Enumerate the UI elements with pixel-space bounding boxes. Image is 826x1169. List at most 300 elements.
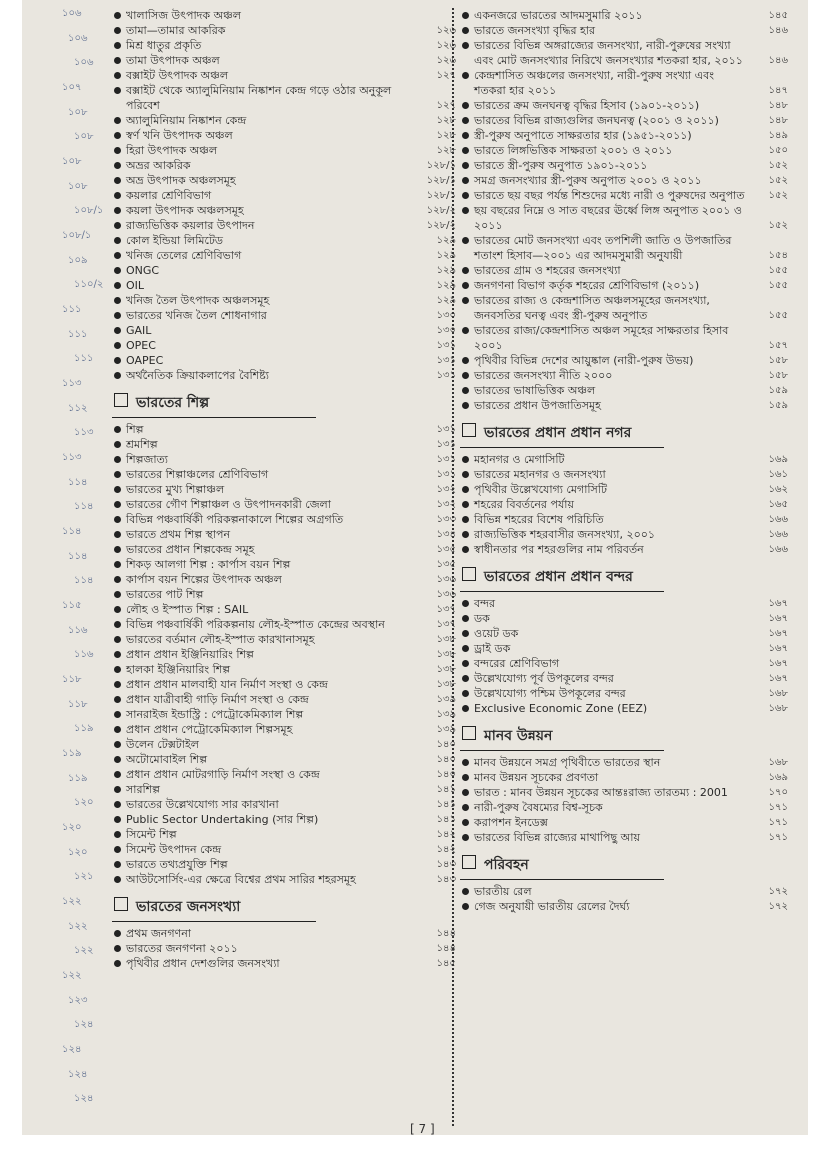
bullet-icon [114,501,121,508]
toc-entry [460,398,790,413]
toc-entry-page: ১৪০ [436,739,456,750]
bullet-icon [114,132,121,139]
bullet-icon [462,372,469,379]
bullet-icon [462,456,469,463]
bullet-icon [114,816,121,823]
toc-entry-title: ভারতের প্রধান উপজাতিসমূহ [474,399,601,412]
toc-entry [112,857,458,872]
toc-entry [112,956,458,971]
toc-entry-title: অটোমোবাইল শিল্প [126,753,208,766]
toc-entry-title: বিভিন্ন পঞ্চবার্ষিকী পরিকল্পনায় লৌহ-ইস্পাত কেন্দ্রের অবস্থান [126,618,385,631]
toc-entry-title: শ্রমশিল্প [126,438,158,451]
toc-entry [460,452,790,467]
toc-entry-title: আউটসোর্সিং-এর ক্ষেত্রে বিশ্বের প্রথম সারির শহরসমূহ [126,873,356,886]
toc-entry-title: অর্থনৈতিক ক্রিয়াকলাপের বৈশিষ্ট্য [126,369,269,382]
book-page [22,0,808,1135]
toc-entry-page: ১৬১ [768,469,788,480]
checkbox-square-icon [462,423,476,437]
toc-entry [112,293,458,308]
margin-number: ১১৩ [62,452,82,463]
bullet-icon [462,357,469,364]
toc-entry-page: ১৩১ [436,454,456,465]
bullet-icon [114,147,121,154]
margin-number: ১২২ [62,970,82,981]
toc-entry-title: রাজ্যভিত্তিক শহরবাসীর জনসংখ্যা, ২০০১ [474,528,656,541]
bullet-icon [462,27,469,34]
toc-entry-title: পৃথিবীর উল্লেখযোগ্য মেগাসিটি [474,483,607,496]
toc-entry-title: প্রধান প্রধান মোটরগাড়ি নির্মাণ সংস্থা ও কেন্দ্র [126,768,320,781]
toc-entry [112,482,458,497]
toc-entry [112,512,458,527]
bullet-icon [114,531,121,538]
margin-number: ১১৪ [74,501,94,513]
margin-number: ১০৬ [68,32,88,44]
toc-entry [112,812,458,827]
toc-entry [112,872,458,887]
bullet-icon [114,87,121,94]
toc-entry [112,263,458,278]
bullet-icon [462,267,469,274]
toc-entry [112,632,458,647]
margin-number: ১১৬ [68,624,88,636]
toc-entry-title: ভারতের গৌণ শিল্পাঞ্চল ও উৎপাদনকারী জেলা [126,498,331,511]
toc-entry-title: ভারতের পাট শিল্প [126,588,204,601]
bullet-icon [114,42,121,49]
toc-entry [460,323,790,353]
bullet-icon [114,876,121,883]
toc-entry-page: ১৪০ [436,769,456,780]
toc-entry-title: অভ্র উৎপাদক অঞ্চলসমূহ [126,174,236,187]
toc-entry-title: সমগ্র জনসংখ্যার স্ত্রী-পুরুষ অনুপাত ২০০১ ও ২০১১ [474,174,702,187]
bullet-icon [114,456,121,463]
toc-entry [112,497,458,512]
toc-entry [112,323,458,338]
checkbox-square-icon [114,897,128,911]
toc-entry [112,797,458,812]
section-heading [112,389,316,418]
section-heading [460,563,664,592]
toc-entry-page: ১৩৯ [436,709,456,720]
toc-entry-page: ১৪০ [436,754,456,765]
bullet-icon [114,681,121,688]
toc-entry-title: হালকা ইঞ্জিনিয়ারিং শিল্প [126,663,231,676]
margin-number: ১১৮ [62,674,82,685]
toc-entry [112,308,458,323]
toc-entry-title: শিল্প [126,423,144,436]
toc-entry-title: বিভিন্ন পঞ্চবার্ষিকী পরিকল্পনাকালে শিল্পের অগ্রগতি [126,513,344,526]
toc-entry [460,68,790,98]
toc-entry-page: ১৫৫ [768,310,788,321]
bullet-icon [114,357,121,364]
toc-entry-page: ১৫২ [768,220,788,231]
bullet-icon [462,207,469,214]
checkbox-square-icon [114,393,128,407]
bullet-icon [114,267,121,274]
margin-number: ১১৯ [68,772,88,784]
toc-entry-page: ১৩৭ [436,604,456,615]
margin-number: ১২৪ [74,1019,94,1031]
toc-entry-page: ১৫২ [768,175,788,186]
toc-entry-title: Exclusive Economic Zone (EEZ) [474,702,648,715]
margin-number: ১২৩ [68,994,88,1006]
toc-entry-page: ১৩২ [436,499,456,510]
section-heading-text: পরিবহন [484,857,529,873]
section-heading [112,893,316,922]
toc-entry [460,527,790,542]
toc-entry-page: ১৭০ [768,787,788,798]
toc-entry-title: শহরের বিবর্তনের পর্যায় [474,498,574,511]
toc-entry-page: ১৩১ [436,439,456,450]
toc-entry-title: জনগণনা বিভাগ কর্তৃক শহরের শ্রেণিবিভাগ (২০১১) [474,279,700,292]
toc-entry [112,617,458,632]
toc-entry [460,353,790,368]
margin-number: ১১৯ [74,723,94,735]
toc-entry [460,467,790,482]
toc-entry-page: ১২৬ [436,55,456,66]
toc-entry-title: একনজরে ভারতের আদমসুমারি ২০১১ [474,9,643,22]
margin-number: ১০৬ [62,8,82,19]
bullet-icon [462,546,469,553]
toc-entry-page: ১৪১ [436,799,456,810]
toc-entry-title: পৃথিবীর প্রধান দেশগুলির জনসংখ্যা [126,957,280,970]
bullet-icon [114,831,121,838]
section-heading-text: ভারতের প্রধান প্রধান নগর [484,425,632,441]
bullet-icon [114,426,121,433]
toc-entry-title: কয়লার শ্রেণিবিভাগ [126,189,212,202]
toc-entry-page: ১২৮/১ [426,160,456,171]
toc-entry [460,98,790,113]
margin-handwritten-numbers [22,0,122,1135]
bullet-icon [114,621,121,628]
margin-number: ১১২ [68,402,88,414]
toc-entry-title: মানব উন্নয়ন সূচকের প্রবণতা [474,771,599,784]
bullet-icon [114,726,121,733]
toc-entry-title: ভারতের বর্তমান লৌহ-ইস্পাত কারখানাসমূহ [126,633,315,646]
bullet-icon [462,705,469,712]
toc-entry [460,497,790,512]
toc-entry [112,677,458,692]
toc-entry [112,38,458,53]
toc-entry-title: Public Sector Undertaking (সার শিল্প) [126,813,319,826]
toc-entry-title: প্রথম জনগণনা [126,927,191,940]
bullet-icon [114,741,121,748]
toc-entry-title: OIL [126,279,145,292]
toc-entry-page: ১৫৮ [768,370,788,381]
toc-entry [112,722,458,737]
toc-entry [112,647,458,662]
toc-entry-page: ১৬২ [768,484,788,495]
toc-entry-title: মিশ্র ধাতুর প্রকৃতি [126,39,202,52]
toc-entry-page: ১২৮/১ [426,190,456,201]
toc-entry-title: ছয় বছরের নিম্নে ও সাত বছরের ঊর্ধ্বে লিঙ্গ অনুপাত ২০০১ ও ২০১১ [474,204,742,232]
toc-entry-page: ১৪৫ [768,10,788,21]
toc-entry [460,293,790,323]
toc-entry [112,572,458,587]
toc-entry [460,830,790,845]
toc-entry-title: ভারতে ছয় বছর পর্যন্ত শিশুদের মধ্যে নারী ও পুরুষদের অনুপাত [474,189,745,202]
toc-entry [112,203,458,218]
toc-entry [460,368,790,383]
toc-entry-page: ১৩০ [436,325,456,336]
toc-entry-page: ১৫৯ [768,400,788,411]
margin-number: ১২০ [62,822,82,833]
margin-number: ১০৮ [62,156,82,167]
toc-entry-page: ১২৬ [436,25,456,36]
toc-entry [460,611,790,626]
toc-entry-title: পৃথিবীর বিভিন্ন দেশের আয়ুষ্কাল (নারী-পুরুষ উভয়) [474,354,694,367]
toc-entry [460,641,790,656]
toc-entry-title: OPEC [126,339,156,352]
toc-entry-title: ভারতের রাজ্য/কেন্দ্রশাসিত অঞ্চল সমূহের সাক্ষরতার হিসাব ২০০১ [474,324,729,352]
bullet-icon [114,12,121,19]
margin-number: ১২৪ [68,1068,88,1080]
bullet-icon [114,57,121,64]
toc-entry [112,467,458,482]
margin-number: ১১১ [62,304,82,315]
bullet-icon [462,297,469,304]
bullet-icon [462,42,469,49]
bullet-icon [114,207,121,214]
toc-entry-page: ১৩৫ [436,559,456,570]
toc-entry-title: ওয়েট ডক [474,627,519,640]
toc-entry [112,143,458,158]
toc-entry [112,602,458,617]
toc-entry-title: স্বাধীনতার পর শহরগুলির নাম পরিবর্তন [474,543,644,556]
toc-entry-title: উল্লেখযোগ্য পূর্ব উপকূলের বন্দর [474,672,614,685]
toc-entry-title: অভ্রর আকরিক [126,159,191,172]
bullet-icon [114,516,121,523]
toc-entry [460,626,790,641]
toc-entry-page: ১৬৮ [768,688,788,699]
toc-entry-title: মহানগর ও মেগাসিটি [474,453,565,466]
toc-entry-title: ভারতের বিভিন্ন রাজ্যের মাথাপিছু আয় [474,831,640,844]
toc-entry-page: ১৬৮ [768,757,788,768]
margin-number: ১০৯ [68,254,88,266]
margin-number: ১১৪ [68,550,88,562]
toc-entry [112,767,458,782]
toc-entry-page: ১৪৮ [768,100,788,111]
bullet-icon [462,132,469,139]
toc-entry-title: ডক [474,612,490,625]
bullet-icon [114,696,121,703]
bullet-icon [462,162,469,169]
toc-entry-page: ১২৮/১ [426,175,456,186]
bullet-icon [114,576,121,583]
margin-number: ১১৮ [68,698,88,710]
margin-number: ১০৬ [74,57,94,69]
toc-entry [112,83,458,113]
bullet-icon [462,774,469,781]
toc-left-column [112,8,458,971]
toc-entry [460,143,790,158]
bullet-icon [114,561,121,568]
toc-entry [460,128,790,143]
checkbox-square-icon [462,726,476,740]
bullet-icon [114,801,121,808]
toc-entry-title: প্রধান যাত্রীবাহী গাড়ি নির্মাণ সংস্থা ও কেন্দ্র [126,693,309,706]
bullet-icon [462,72,469,79]
toc-entry [112,53,458,68]
toc-entry-page: ১৪৪ [436,928,456,939]
toc-entry-page: ১৪২ [436,844,456,855]
section-heading [460,722,664,751]
toc-entry-title: বক্সাইট উৎপাদক অঞ্চল [126,69,229,82]
toc-entry-title: শিল্পজাত্য [126,453,168,466]
bullet-icon [114,930,121,937]
toc-entry-page: ১৫৭ [768,340,788,351]
toc-entry [460,884,790,899]
toc-entry-title: শিকড় আলগা শিল্প : কার্পাস বয়ন শিল্প [126,558,291,571]
margin-number: ১০৮ [68,180,88,192]
toc-entry-page: ১৫০ [768,145,788,156]
bullet-icon [114,486,121,493]
toc-entry-page: ১৩১ [436,340,456,351]
toc-entry-page: ১২৯ [436,295,456,306]
margin-number: ১১৪ [62,526,82,537]
bullet-icon [114,252,121,259]
toc-entry-page: ১৩৬ [436,574,456,585]
toc-entry-title: বন্দরের শ্রেণিবিভাগ [474,657,560,670]
toc-entry-title: ভারত : মানব উন্নয়ন সূচকের আন্তঃরাজ্য তারতম্য : 2001 [474,786,728,799]
toc-entry-page: ১৪৪ [436,943,456,954]
toc-entry [460,263,790,278]
toc-entry-title: ভারতের জনগণনা ২০১১ [126,942,238,955]
toc-entry [112,827,458,842]
margin-number: ১২১ [74,871,94,883]
toc-entry-title: ভারতের মহানগর ও জনসংখ্যা [474,468,606,481]
bullet-icon [114,666,121,673]
toc-entry [112,8,458,23]
checkbox-square-icon [462,567,476,581]
toc-entry-title: ভারতের গ্রাম ও শহরের জনসংখ্যা [474,264,621,277]
bullet-icon [114,591,121,598]
toc-entry-page: ১৪১ [436,784,456,795]
bullet-icon [114,471,121,478]
toc-entry-page: ১৩৯ [436,724,456,735]
margin-number: ১১০/২ [74,279,104,291]
bullet-icon [114,27,121,34]
toc-entry-page: ১৪২ [436,829,456,840]
bullet-icon [462,117,469,124]
toc-entry-title: ভারতের প্রধান শিল্পকেন্দ্র সমূহ [126,543,255,556]
toc-entry-title: GAIL [126,324,152,337]
toc-entry-page: ১৭১ [768,817,788,828]
bullet-icon [462,192,469,199]
toc-entry [112,368,458,383]
toc-entry [460,8,790,23]
toc-entry-title: সারশিল্প [126,783,161,796]
bullet-icon [462,789,469,796]
toc-entry-page: ১৬৭ [768,613,788,624]
bullet-icon [114,960,121,967]
toc-entry-page: ১৫৯ [768,385,788,396]
toc-entry-page: ১৩১ [436,469,456,480]
toc-entry-title: ভারতের জনসংখ্যা নীতি ২০০০ [474,369,613,382]
page-number: [ 7 ] [410,1122,435,1136]
bullet-icon [462,402,469,409]
toc-entry-title: ভারতীয় রেল [474,885,532,898]
toc-entry-title: লৌহ ও ইস্পাত শিল্প : SAIL [126,603,249,616]
bullet-icon [114,282,121,289]
toc-entry-title: হিরা উৎপাদক অঞ্চল [126,144,218,157]
toc-entry-page: ১৬৭ [768,673,788,684]
toc-entry-title: কয়লা উৎপাদক অঞ্চলসমূহ [126,204,244,217]
toc-entry [460,113,790,128]
bullet-icon [462,486,469,493]
toc-entry [112,527,458,542]
toc-entry-title: সিমেন্ট শিল্প [126,828,177,841]
margin-number: ১১৫ [62,600,82,611]
toc-entry-page: ১৩৩ [436,514,456,525]
toc-entry-page: ১২৭ [436,70,456,81]
toc-entry-page: ১৬৯ [768,454,788,465]
toc-entry-page: ১৬৬ [768,529,788,540]
margin-number: ১১৯ [62,748,82,759]
toc-entry-page: ১৬৮ [768,703,788,714]
toc-entry-title: ভারতের বিভিন্ন রাজ্যগুলির জনঘনত্ব (২০০১ ও ২০১১) [474,114,719,127]
toc-entry-title: ONGC [126,264,160,277]
bullet-icon [462,660,469,667]
toc-entry-page: ১৩৫ [436,544,456,555]
section-heading-text: মানব উন্নয়ন [484,728,553,744]
toc-entry-title: ভারতে লিঙ্গভিত্তিক সাক্ষরতা ২০০১ ও ২০১১ [474,144,673,157]
bullet-icon [114,861,121,868]
toc-entry [112,422,458,437]
toc-entry [460,785,790,800]
toc-entry-title: স্ত্রী-পুরুষ অনুপাতে সাক্ষরতার হার (১৯৫১-২০১১) [474,129,692,142]
bullet-icon [462,147,469,154]
toc-entry-title: উলেন টেক্সটাইল [126,738,199,751]
toc-entry [112,23,458,38]
toc-entry-title: মানব উন্নয়নে সমগ্র পৃথিবীতে ভারতের স্থান [474,756,661,769]
toc-entry-title: উল্লেখযোগ্য পশ্চিম উপকূলের বন্দর [474,687,626,700]
section-heading-text: ভারতের শিল্প [136,395,210,411]
toc-entry-title: ভারতে স্ত্রী-পুরুষ অনুপাত ১৯০১-২০১১ [474,159,648,172]
margin-number: ১১১ [74,353,94,365]
toc-entry-page: ১৫২ [768,160,788,171]
toc-entry [112,842,458,857]
toc-entry-page: ১৩১ [436,424,456,435]
bullet-icon [114,72,121,79]
toc-entry-title: নারী-পুরুষ বৈষম্যের বিশ্ব-সূচক [474,801,603,814]
toc-entry-page: ১৩১ [436,370,456,381]
toc-entry-title: ভারতের মুখ্য শিল্পাঞ্চল [126,483,225,496]
section-heading [460,419,664,448]
toc-entry [460,815,790,830]
bullet-icon [114,846,121,853]
toc-entry-page: ১৭২ [768,901,788,912]
toc-entry-title: তামা উৎপাদক অঞ্চল [126,54,220,67]
bullet-icon [114,222,121,229]
toc-entry-page: ১৩৮ [436,679,456,690]
toc-entry [460,656,790,671]
toc-entry-page: ১২৯ [436,265,456,276]
toc-entry-page: ১২৮ [436,145,456,156]
margin-number: ১০৮ [74,131,94,143]
toc-entry [112,542,458,557]
toc-entry [112,437,458,452]
bullet-icon [462,630,469,637]
toc-entry-page: ১৬৯ [768,772,788,783]
toc-entry-title: খনিজ তৈল উৎপাদক অঞ্চলসমূহ [126,294,270,307]
toc-entry [460,596,790,611]
toc-entry [112,782,458,797]
toc-entry-title: ভারতের শিল্পাঞ্চলের শ্রেণিবিভাগ [126,468,269,481]
margin-number: ১২৪ [74,1093,94,1105]
toc-entry [460,38,790,68]
toc-entry-page: ১৪৮ [768,115,788,126]
margin-number: ১২২ [68,920,88,932]
